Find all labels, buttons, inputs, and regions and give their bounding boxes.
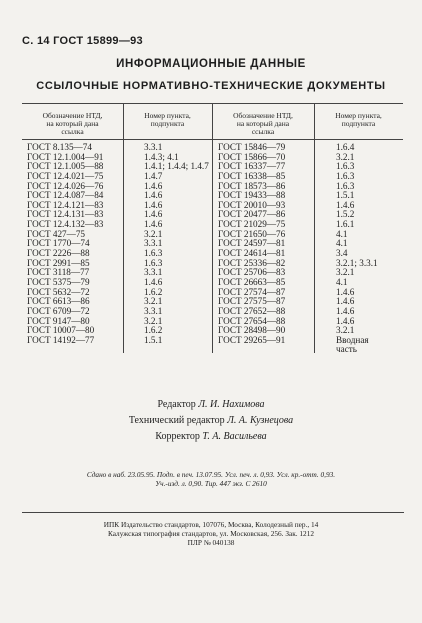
table-row-item: 1.6.2 — [144, 325, 163, 336]
table-row-item: 1.4.6 — [336, 296, 355, 307]
table-row-item: 1.4.6 — [144, 219, 163, 230]
editor-role: Редактор — [157, 399, 196, 410]
imprint-block — [0, 470, 422, 488]
table-row-item: 1.4.6 — [144, 209, 163, 220]
table-row-item: часть — [336, 344, 357, 355]
table-row-doc: ГОСТ 25706—83 — [218, 267, 286, 278]
doc-column-left — [27, 143, 103, 345]
table-row-item: 3.2.1 — [144, 296, 163, 307]
table-row-item: 3.2.1; 3.3.1 — [336, 257, 378, 268]
table-row-item: 4.1 — [336, 228, 348, 239]
table-row-item: 1.5.2 — [336, 209, 355, 220]
table-divider — [123, 103, 124, 353]
table-row-doc: ГОСТ 20010—93 — [218, 199, 286, 210]
table-row-item: 1.4.1; 1.4.4; 1.4.7 — [144, 161, 209, 172]
table-row-item: 1.6.4 — [336, 142, 355, 152]
table-row-doc: ГОСТ 3118—77 — [27, 267, 90, 278]
table-row-doc: ГОСТ 24614—81 — [218, 248, 286, 259]
table-row-item: 1.4.6 — [144, 199, 163, 210]
table-row-doc: ГОСТ 12.4.131—83 — [27, 209, 104, 220]
table-row-item: 1.4.6 — [336, 286, 355, 297]
table-row-item: 3.2.1 — [336, 267, 355, 278]
table-row-item: 1.6.3 — [144, 248, 163, 259]
tech-editor-line — [0, 413, 422, 429]
table-row-doc: ГОСТ 24597—81 — [218, 238, 286, 249]
table-divider — [314, 103, 315, 353]
table-row-doc: ГОСТ 12.4.087—84 — [27, 190, 104, 201]
table-row-doc: ГОСТ 27574—87 — [218, 286, 286, 297]
table-row-item: 1.4.6 — [144, 276, 163, 287]
table-row-doc: ГОСТ 27652—88 — [218, 305, 286, 316]
table-row-item: 3.2.1 — [336, 325, 355, 336]
table-row-doc: ГОСТ 26663—85 — [218, 276, 286, 287]
tech-editor-name: Л. А. Кузнецова — [227, 415, 294, 426]
table-row-doc: ГОСТ 21650—76 — [218, 228, 286, 239]
table-row-item: 3.3.1 — [144, 238, 163, 249]
publisher-line: ИПК Издательство стандартов, 107076, Москва, Колодезный пер., 14 — [103, 520, 319, 529]
editor-line — [0, 397, 422, 413]
page-header: С. 14 ГОСТ 15899—93 — [22, 35, 143, 47]
table-row-item: 3.2.1 — [336, 151, 355, 162]
table-row-doc: ГОСТ 12.4.132—83 — [27, 219, 104, 230]
doc-column-right — [218, 143, 285, 355]
item-column-left — [144, 143, 209, 345]
table-row-doc: ГОСТ 28498—90 — [218, 325, 286, 336]
table-row-item: 1.5.1 — [336, 190, 355, 201]
table-row-item: 1.6.3 — [336, 161, 355, 172]
table-row-doc: ГОСТ 1770—74 — [27, 238, 90, 249]
table-row-item: 1.6.2 — [144, 286, 163, 297]
table-row-doc: ГОСТ 21029—75 — [218, 219, 286, 230]
table-row-item: 1.6.3 — [144, 257, 163, 268]
table-row-item: 1.4.6 — [336, 305, 355, 316]
table-row-doc: ГОСТ 16337—77 — [218, 161, 286, 172]
table-row-item: 1.6.3 — [336, 180, 355, 191]
table-row-item: 1.4.3; 4.1 — [144, 151, 179, 162]
table-row-doc: ГОСТ 12.4.021—75 — [27, 170, 104, 181]
table-row-item: 3.3.1 — [144, 305, 163, 316]
table-row-doc: ГОСТ 25336—82 — [218, 257, 286, 268]
table-row-item: 1.4.6 — [336, 199, 355, 210]
proofreader-role: Корректор — [155, 431, 200, 442]
table-row-doc — [218, 345, 285, 355]
table-row-item: 1.5.1 — [144, 334, 163, 345]
table-row-item: 3.2.1 — [144, 315, 163, 326]
table-row-doc: ГОСТ 427—75 — [27, 228, 86, 239]
item-column-right — [336, 143, 378, 355]
column-header-item-right: Номер пункта, подпункта — [335, 111, 382, 128]
table-row-item: 1.4.6 — [336, 315, 355, 326]
table-row-doc: ГОСТ 10007—80 — [27, 325, 95, 336]
table-row-doc: ГОСТ 16338—85 — [218, 170, 286, 181]
table-row-item: Вводная — [336, 334, 369, 345]
table-row-doc: ГОСТ 5632—72 — [27, 286, 90, 297]
tech-editor-role: Технический редактор — [128, 415, 225, 426]
table-row-doc: ГОСТ 15846—79 — [218, 142, 286, 152]
table-row-doc: ГОСТ 12.1.005—88 — [27, 161, 104, 172]
publisher-line: Калужская типография стандартов, ул. Московская, 256. Зак. 1212 — [107, 529, 315, 538]
table-row-doc: ГОСТ 19433—88 — [218, 190, 286, 201]
table-row-item: 1.4.6 — [144, 190, 163, 201]
table-row-item: 1.4.7 — [144, 170, 163, 181]
table-divider — [212, 103, 213, 353]
table-row-doc: ГОСТ 12.4.121—83 — [27, 199, 104, 210]
section-subtitle: ССЫЛОЧНЫЕ НОРМАТИВНО-ТЕХНИЧЕСКИЕ ДОКУМЕНТЫ — [36, 80, 386, 92]
table-row-item: 4.1 — [336, 238, 348, 249]
table-row-doc: ГОСТ 12.4.026—76 — [27, 180, 104, 191]
table-row-item: 3.2.1 — [144, 228, 163, 239]
table-row-doc: ГОСТ 27575—87 — [218, 296, 286, 307]
table-row-doc: ГОСТ 6613—86 — [27, 296, 90, 307]
table-row-item: 1.6.3 — [336, 170, 355, 181]
table-row-doc: ГОСТ 2226—88 — [27, 248, 90, 259]
table-row-item: 3.3.1 — [144, 267, 163, 278]
table-row-doc: ГОСТ 5375—79 — [27, 276, 90, 287]
editor-name: Л. И. Нахимова — [198, 399, 265, 410]
table-row-doc: ГОСТ 15866—70 — [218, 151, 286, 162]
table-row-doc: ГОСТ 20477—86 — [218, 209, 286, 220]
table-row-doc: ГОСТ 2991—85 — [27, 257, 90, 268]
column-header-doc-left: Обозначение НТД, на который дана ссылка — [42, 111, 103, 136]
table-row-doc: ГОСТ 6709—72 — [27, 305, 90, 316]
table-row-doc: ГОСТ 29265—91 — [218, 334, 286, 345]
section-title: ИНФОРМАЦИОННЫЕ ДАННЫЕ — [116, 58, 306, 70]
table-row-doc: ГОСТ 12.1.004—91 — [27, 151, 104, 162]
table-row-doc: ГОСТ 27654—88 — [218, 315, 286, 326]
column-header-doc-right: Обозначение НТД, на который дана ссылка — [233, 111, 293, 136]
proofreader-line — [0, 429, 422, 445]
references-table — [22, 103, 403, 353]
table-row-item: 4.1 — [336, 276, 348, 287]
table-row-doc: ГОСТ 14192—77 — [27, 334, 95, 345]
table-row-item: 3.3.1 — [144, 142, 163, 152]
table-row-doc: ГОСТ 18573—86 — [218, 180, 286, 191]
publisher-block — [0, 520, 422, 547]
table-row-doc: ГОСТ 8.135—74 — [27, 142, 92, 152]
table-row-item: 3.4 — [336, 248, 348, 259]
proofreader-name: Т. А. Васильева — [202, 431, 267, 442]
table-row-item: 1.4.6 — [144, 180, 163, 191]
table-row-item: 1.6.1 — [336, 219, 355, 230]
credits-block — [0, 397, 422, 445]
imprint-line: Уч.-изд. л. 0,90. Тир. 447 экз. С 2610 — [155, 479, 267, 488]
imprint-line: Сдано в наб. 23.05.95. Подп. в печ. 13.07.95. Усл. печ. л. 0,93. Усл. кр.-отт. 0,93. — [86, 470, 336, 479]
column-header-item-left: Номер пункта, подпункта — [144, 111, 191, 128]
table-row-doc: ГОСТ 9147—80 — [27, 315, 90, 326]
footer-rule — [22, 512, 404, 513]
publisher-line: ПЛР № 040138 — [187, 538, 235, 547]
